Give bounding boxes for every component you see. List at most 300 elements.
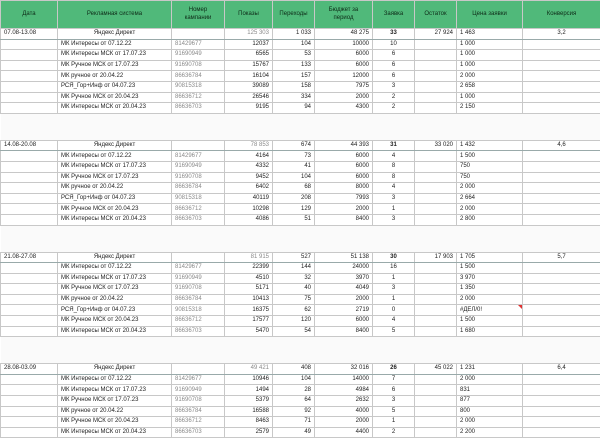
period-cell[interactable] [1, 204, 58, 215]
budget-cell[interactable]: 6000 [315, 316, 373, 327]
lead-price-cell[interactable]: 831 [457, 385, 523, 396]
header-campaign-id[interactable]: Номер кампании [172, 1, 225, 29]
clicks-cell[interactable]: 104 [273, 374, 315, 385]
leads-cell[interactable]: 1 [373, 204, 415, 215]
conversion-cell[interactable] [523, 305, 600, 316]
period-cell[interactable] [1, 193, 58, 204]
period-cell[interactable] [1, 183, 58, 194]
lead-price-cell[interactable]: 2 000 [457, 204, 523, 215]
clicks-cell[interactable]: 129 [273, 204, 315, 215]
budget-cell[interactable]: 6000 [315, 60, 373, 71]
remainder-cell[interactable] [415, 417, 457, 428]
conversion-cell[interactable] [523, 294, 600, 305]
campaign-name-cell[interactable]: МК ручное от 20.04.22 [58, 71, 172, 82]
leads-cell[interactable]: 5 [373, 326, 415, 337]
remainder-cell[interactable] [415, 60, 457, 71]
impressions-cell[interactable]: 12037 [225, 39, 273, 50]
budget-cell[interactable]: 2000 [315, 417, 373, 428]
period-cell[interactable] [1, 427, 58, 438]
header-system[interactable]: Рекламная система [58, 1, 172, 29]
campaign-id-cell[interactable]: 86636712 [172, 92, 225, 103]
conversion-cell[interactable] [523, 214, 600, 225]
period-cell[interactable] [1, 417, 58, 428]
campaign-id-cell[interactable]: 86636784 [172, 294, 225, 305]
leads-cell[interactable]: 4 [373, 183, 415, 194]
remainder-cell[interactable] [415, 374, 457, 385]
clicks-cell[interactable]: 71 [273, 417, 315, 428]
budget-cell[interactable]: 14000 [315, 374, 373, 385]
campaign-id-cell[interactable]: 91690708 [172, 284, 225, 295]
campaign-id-cell[interactable]: 81429677 [172, 374, 225, 385]
remainder-cell[interactable] [415, 396, 457, 407]
impressions-cell[interactable]: 8463 [225, 417, 273, 428]
lead-price-cell[interactable]: 877 [457, 396, 523, 407]
budget-cell[interactable]: 44 393 [315, 140, 373, 151]
clicks-cell[interactable]: 674 [273, 140, 315, 151]
leads-cell[interactable]: 33 [373, 29, 415, 40]
clicks-cell[interactable]: 62 [273, 305, 315, 316]
conversion-cell[interactable] [523, 92, 600, 103]
remainder-cell[interactable] [415, 427, 457, 438]
campaign-name-cell[interactable]: РСЯ_Гор+Инф от 04.07.23 [58, 193, 172, 204]
leads-cell[interactable]: 2 [373, 103, 415, 114]
leads-cell[interactable]: 6 [373, 50, 415, 61]
period-cell[interactable] [1, 406, 58, 417]
lead-price-cell[interactable]: 1 000 [457, 92, 523, 103]
campaign-name-cell[interactable]: МК Интересы МСК от 17.07.23 [58, 273, 172, 284]
period-cell[interactable] [1, 39, 58, 50]
system-cell[interactable]: Яндекс Директ [58, 252, 172, 263]
leads-cell[interactable]: 3 [373, 214, 415, 225]
impressions-cell[interactable]: 4332 [225, 161, 273, 172]
clicks-cell[interactable]: 53 [273, 50, 315, 61]
campaign-id-cell[interactable]: 86636784 [172, 406, 225, 417]
leads-cell[interactable]: 4 [373, 151, 415, 162]
remainder-cell[interactable] [415, 92, 457, 103]
campaign-name-cell[interactable]: МК Интересы МСК от 17.07.23 [58, 161, 172, 172]
campaign-id-cell[interactable]: 86636784 [172, 71, 225, 82]
campaign-name-cell[interactable]: МК Интересы МСК от 17.07.23 [58, 385, 172, 396]
budget-cell[interactable]: 7975 [315, 81, 373, 92]
campaign-name-cell[interactable]: МК Ручное МСК от 20.04.23 [58, 316, 172, 327]
lead-price-cell[interactable]: 1 432 [457, 140, 523, 151]
campaign-name-cell[interactable]: МК Ручное МСК от 20.04.23 [58, 92, 172, 103]
budget-cell[interactable]: 51 138 [315, 252, 373, 263]
lead-price-cell[interactable]: 1 000 [457, 60, 523, 71]
header-date[interactable]: Дата [1, 1, 58, 29]
period-cell[interactable] [1, 151, 58, 162]
campaign-id-cell[interactable]: 91690949 [172, 161, 225, 172]
budget-cell[interactable]: 6000 [315, 172, 373, 183]
lead-price-cell[interactable]: 1 500 [457, 151, 523, 162]
period-cell[interactable] [1, 294, 58, 305]
campaign-name-cell[interactable]: МК Интересы МСК от 17.07.23 [58, 50, 172, 61]
leads-cell[interactable]: 4 [373, 316, 415, 327]
remainder-cell[interactable] [415, 294, 457, 305]
campaign-name-cell[interactable]: МК Интересы от 07.12.22 [58, 151, 172, 162]
header-lead-price[interactable]: Цена заявки [457, 1, 523, 29]
budget-cell[interactable]: 4400 [315, 427, 373, 438]
clicks-cell[interactable]: 104 [273, 39, 315, 50]
lead-price-cell[interactable]: 1 350 [457, 284, 523, 295]
impressions-cell[interactable]: 2579 [225, 427, 273, 438]
header-leads[interactable]: Заявка [373, 1, 415, 29]
budget-cell[interactable]: 8400 [315, 214, 373, 225]
campaign-id-cell[interactable] [172, 364, 225, 375]
header-clicks[interactable]: Переходы [273, 1, 315, 29]
remainder-cell[interactable]: 33 020 [415, 140, 457, 151]
impressions-cell[interactable]: 6565 [225, 50, 273, 61]
lead-price-cell[interactable]: 800 [457, 406, 523, 417]
budget-cell[interactable]: 4300 [315, 103, 373, 114]
campaign-id-cell[interactable]: 91690708 [172, 172, 225, 183]
period-cell[interactable]: 14.08-20.08 [1, 140, 58, 151]
lead-price-cell[interactable]: 1 231 [457, 364, 523, 375]
remainder-cell[interactable] [415, 103, 457, 114]
remainder-cell[interactable] [415, 183, 457, 194]
period-cell[interactable] [1, 103, 58, 114]
impressions-cell[interactable]: 9452 [225, 172, 273, 183]
header-conversion[interactable]: Конверсия [523, 1, 600, 29]
header-impressions[interactable]: Показы [225, 1, 273, 29]
lead-price-cell[interactable]: 2 658 [457, 81, 523, 92]
conversion-cell[interactable] [523, 417, 600, 428]
campaign-name-cell[interactable]: РСЯ_Гор+Инф от 04.07.23 [58, 81, 172, 92]
remainder-cell[interactable] [415, 71, 457, 82]
budget-cell[interactable]: 6000 [315, 50, 373, 61]
clicks-cell[interactable]: 94 [273, 103, 315, 114]
leads-cell[interactable]: 8 [373, 172, 415, 183]
campaign-name-cell[interactable]: МК Интересы от 07.12.22 [58, 374, 172, 385]
campaign-id-cell[interactable]: 86636712 [172, 316, 225, 327]
campaign-id-cell[interactable] [172, 252, 225, 263]
system-cell[interactable]: Яндекс Директ [58, 364, 172, 375]
lead-price-cell[interactable]: #ДЕЛ/0! [457, 305, 523, 316]
impressions-cell[interactable]: 125 303 [225, 29, 273, 40]
conversion-cell[interactable] [523, 406, 600, 417]
clicks-cell[interactable]: 208 [273, 193, 315, 204]
leads-cell[interactable]: 31 [373, 140, 415, 151]
lead-price-cell[interactable]: 2 150 [457, 103, 523, 114]
lead-price-cell[interactable]: 1 705 [457, 252, 523, 263]
remainder-cell[interactable] [415, 193, 457, 204]
leads-cell[interactable]: 1 [373, 273, 415, 284]
campaign-id-cell[interactable]: 90815318 [172, 193, 225, 204]
remainder-cell[interactable] [415, 385, 457, 396]
remainder-cell[interactable] [415, 161, 457, 172]
lead-price-cell[interactable]: 1 000 [457, 50, 523, 61]
budget-cell[interactable]: 2000 [315, 294, 373, 305]
impressions-cell[interactable]: 22399 [225, 263, 273, 274]
campaign-name-cell[interactable]: МК Интересы МСК от 20.04.23 [58, 103, 172, 114]
period-cell[interactable] [1, 273, 58, 284]
conversion-cell[interactable] [523, 50, 600, 61]
conversion-cell[interactable] [523, 81, 600, 92]
conversion-cell[interactable] [523, 396, 600, 407]
clicks-cell[interactable]: 68 [273, 183, 315, 194]
lead-price-cell[interactable]: 1 500 [457, 263, 523, 274]
lead-price-cell[interactable]: 1 500 [457, 316, 523, 327]
lead-price-cell[interactable]: 2 000 [457, 294, 523, 305]
period-cell[interactable] [1, 60, 58, 71]
leads-cell[interactable]: 6 [373, 71, 415, 82]
budget-cell[interactable]: 8000 [315, 183, 373, 194]
conversion-cell[interactable] [523, 273, 600, 284]
remainder-cell[interactable]: 17 903 [415, 252, 457, 263]
leads-cell[interactable]: 3 [373, 284, 415, 295]
campaign-id-cell[interactable]: 81429677 [172, 151, 225, 162]
period-cell[interactable] [1, 71, 58, 82]
campaign-name-cell[interactable]: МК Интересы МСК от 20.04.23 [58, 326, 172, 337]
remainder-cell[interactable] [415, 81, 457, 92]
campaign-name-cell[interactable]: МК Ручное МСК от 17.07.23 [58, 396, 172, 407]
clicks-cell[interactable]: 144 [273, 263, 315, 274]
conversion-cell[interactable] [523, 263, 600, 274]
remainder-cell[interactable] [415, 214, 457, 225]
campaign-name-cell[interactable]: МК ручное от 20.04.22 [58, 406, 172, 417]
lead-price-cell[interactable]: 1 680 [457, 326, 523, 337]
impressions-cell[interactable]: 26546 [225, 92, 273, 103]
budget-cell[interactable]: 24000 [315, 263, 373, 274]
campaign-id-cell[interactable]: 81429677 [172, 263, 225, 274]
impressions-cell[interactable]: 10946 [225, 374, 273, 385]
clicks-cell[interactable]: 120 [273, 316, 315, 327]
impressions-cell[interactable]: 40119 [225, 193, 273, 204]
conversion-cell[interactable] [523, 374, 600, 385]
period-cell[interactable] [1, 263, 58, 274]
period-cell[interactable] [1, 374, 58, 385]
campaign-id-cell[interactable]: 81429677 [172, 39, 225, 50]
lead-price-cell[interactable]: 2 200 [457, 427, 523, 438]
lead-price-cell[interactable]: 750 [457, 161, 523, 172]
impressions-cell[interactable]: 16375 [225, 305, 273, 316]
remainder-cell[interactable] [415, 39, 457, 50]
campaign-id-cell[interactable]: 86636703 [172, 326, 225, 337]
lead-price-cell[interactable]: 3 970 [457, 273, 523, 284]
campaign-name-cell[interactable]: МК Ручное МСК от 20.04.23 [58, 417, 172, 428]
campaign-name-cell[interactable]: МК Ручное МСК от 17.07.23 [58, 172, 172, 183]
campaign-id-cell[interactable] [172, 29, 225, 40]
leads-cell[interactable]: 16 [373, 263, 415, 274]
leads-cell[interactable]: 1 [373, 417, 415, 428]
clicks-cell[interactable]: 75 [273, 294, 315, 305]
lead-price-cell[interactable]: 1 463 [457, 29, 523, 40]
leads-cell[interactable]: 0 [373, 305, 415, 316]
leads-cell[interactable]: 6 [373, 60, 415, 71]
clicks-cell[interactable]: 104 [273, 172, 315, 183]
clicks-cell[interactable]: 49 [273, 427, 315, 438]
campaign-id-cell[interactable]: 86636703 [172, 214, 225, 225]
conversion-cell[interactable]: 4,6 [523, 140, 600, 151]
remainder-cell[interactable] [415, 305, 457, 316]
remainder-cell[interactable] [415, 273, 457, 284]
conversion-cell[interactable] [523, 71, 600, 82]
impressions-cell[interactable]: 1494 [225, 385, 273, 396]
clicks-cell[interactable]: 334 [273, 92, 315, 103]
campaign-id-cell[interactable]: 86636703 [172, 103, 225, 114]
lead-price-cell[interactable]: 2 664 [457, 193, 523, 204]
impressions-cell[interactable]: 81 915 [225, 252, 273, 263]
conversion-cell[interactable] [523, 60, 600, 71]
budget-cell[interactable]: 4049 [315, 284, 373, 295]
budget-cell[interactable]: 4984 [315, 385, 373, 396]
clicks-cell[interactable]: 64 [273, 396, 315, 407]
clicks-cell[interactable]: 51 [273, 214, 315, 225]
budget-cell[interactable]: 2000 [315, 92, 373, 103]
leads-cell[interactable]: 3 [373, 81, 415, 92]
remainder-cell[interactable] [415, 204, 457, 215]
lead-price-cell[interactable]: 2 000 [457, 71, 523, 82]
conversion-cell[interactable] [523, 151, 600, 162]
period-cell[interactable] [1, 81, 58, 92]
campaign-id-cell[interactable]: 91690708 [172, 396, 225, 407]
lead-price-cell[interactable]: 1 000 [457, 39, 523, 50]
remainder-cell[interactable] [415, 284, 457, 295]
campaign-name-cell[interactable]: МК Интересы МСК от 20.04.23 [58, 427, 172, 438]
campaign-name-cell[interactable]: МК Интересы от 07.12.22 [58, 39, 172, 50]
conversion-cell[interactable] [523, 172, 600, 183]
campaign-name-cell[interactable]: МК ручное от 20.04.22 [58, 183, 172, 194]
period-cell[interactable] [1, 161, 58, 172]
campaign-name-cell[interactable]: МК Интересы от 07.12.22 [58, 263, 172, 274]
campaign-id-cell[interactable]: 90815318 [172, 81, 225, 92]
clicks-cell[interactable]: 28 [273, 385, 315, 396]
conversion-cell[interactable]: 5,7 [523, 252, 600, 263]
remainder-cell[interactable]: 45 022 [415, 364, 457, 375]
campaign-id-cell[interactable] [172, 140, 225, 151]
clicks-cell[interactable]: 133 [273, 60, 315, 71]
budget-cell[interactable]: 6000 [315, 151, 373, 162]
conversion-cell[interactable] [523, 316, 600, 327]
campaign-id-cell[interactable]: 91690708 [172, 60, 225, 71]
system-cell[interactable]: Яндекс Директ [58, 29, 172, 40]
header-remainder[interactable]: Остаток [415, 1, 457, 29]
impressions-cell[interactable]: 6402 [225, 183, 273, 194]
clicks-cell[interactable]: 41 [273, 161, 315, 172]
campaign-id-cell[interactable]: 90815318 [172, 305, 225, 316]
impressions-cell[interactable]: 4164 [225, 151, 273, 162]
impressions-cell[interactable]: 49 421 [225, 364, 273, 375]
conversion-cell[interactable] [523, 161, 600, 172]
remainder-cell[interactable] [415, 406, 457, 417]
period-cell[interactable]: 07.08-13.08 [1, 29, 58, 40]
conversion-cell[interactable] [523, 284, 600, 295]
header-budget[interactable]: Бюджет за период [315, 1, 373, 29]
impressions-cell[interactable]: 4510 [225, 273, 273, 284]
campaign-id-cell[interactable]: 86636784 [172, 183, 225, 194]
campaign-id-cell[interactable]: 91690949 [172, 50, 225, 61]
conversion-cell[interactable]: 6,4 [523, 364, 600, 375]
conversion-cell[interactable] [523, 103, 600, 114]
period-cell[interactable] [1, 50, 58, 61]
campaign-id-cell[interactable]: 86636712 [172, 417, 225, 428]
clicks-cell[interactable]: 73 [273, 151, 315, 162]
remainder-cell[interactable] [415, 326, 457, 337]
conversion-cell[interactable] [523, 193, 600, 204]
lead-price-cell[interactable]: 2 800 [457, 214, 523, 225]
conversion-cell[interactable] [523, 385, 600, 396]
impressions-cell[interactable]: 17577 [225, 316, 273, 327]
campaign-id-cell[interactable]: 86636712 [172, 204, 225, 215]
budget-cell[interactable]: 6000 [315, 161, 373, 172]
period-cell[interactable] [1, 326, 58, 337]
campaign-name-cell[interactable]: МК Ручное МСК от 20.04.23 [58, 204, 172, 215]
impressions-cell[interactable]: 78 853 [225, 140, 273, 151]
lead-price-cell[interactable]: 2 000 [457, 374, 523, 385]
campaign-name-cell[interactable]: МК Интересы МСК от 20.04.23 [58, 214, 172, 225]
leads-cell[interactable]: 2 [373, 92, 415, 103]
impressions-cell[interactable]: 4086 [225, 214, 273, 225]
period-cell[interactable] [1, 284, 58, 295]
budget-cell[interactable]: 48 275 [315, 29, 373, 40]
period-cell[interactable]: 28.08-03.09 [1, 364, 58, 375]
conversion-cell[interactable] [523, 427, 600, 438]
budget-cell[interactable]: 2632 [315, 396, 373, 407]
budget-cell[interactable]: 4000 [315, 406, 373, 417]
lead-price-cell[interactable]: 2 000 [457, 183, 523, 194]
conversion-cell[interactable] [523, 204, 600, 215]
conversion-cell[interactable] [523, 183, 600, 194]
budget-cell[interactable]: 32 016 [315, 364, 373, 375]
conversion-cell[interactable]: 3,2 [523, 29, 600, 40]
leads-cell[interactable]: 8 [373, 161, 415, 172]
remainder-cell[interactable] [415, 263, 457, 274]
period-cell[interactable] [1, 172, 58, 183]
conversion-cell[interactable] [523, 326, 600, 337]
clicks-cell[interactable]: 408 [273, 364, 315, 375]
campaign-name-cell[interactable]: МК ручное от 20.04.22 [58, 294, 172, 305]
budget-cell[interactable]: 3970 [315, 273, 373, 284]
impressions-cell[interactable]: 10298 [225, 204, 273, 215]
period-cell[interactable] [1, 214, 58, 225]
period-cell[interactable] [1, 316, 58, 327]
clicks-cell[interactable]: 157 [273, 71, 315, 82]
impressions-cell[interactable]: 10413 [225, 294, 273, 305]
campaign-name-cell[interactable]: МК Ручное МСК от 17.07.23 [58, 60, 172, 71]
clicks-cell[interactable]: 40 [273, 284, 315, 295]
budget-cell[interactable]: 2000 [315, 204, 373, 215]
remainder-cell[interactable] [415, 172, 457, 183]
leads-cell[interactable]: 5 [373, 406, 415, 417]
leads-cell[interactable]: 3 [373, 193, 415, 204]
leads-cell[interactable]: 26 [373, 364, 415, 375]
clicks-cell[interactable]: 1 033 [273, 29, 315, 40]
period-cell[interactable] [1, 385, 58, 396]
period-cell[interactable]: 21.08-27.08 [1, 252, 58, 263]
budget-cell[interactable]: 12000 [315, 71, 373, 82]
campaign-name-cell[interactable]: МК Ручное МСК от 17.07.23 [58, 284, 172, 295]
campaign-id-cell[interactable]: 86636703 [172, 427, 225, 438]
budget-cell[interactable]: 2719 [315, 305, 373, 316]
leads-cell[interactable]: 2 [373, 427, 415, 438]
remainder-cell[interactable] [415, 50, 457, 61]
leads-cell[interactable]: 6 [373, 385, 415, 396]
lead-price-cell[interactable]: 2 000 [457, 417, 523, 428]
system-cell[interactable]: Яндекс Директ [58, 140, 172, 151]
impressions-cell[interactable]: 16588 [225, 406, 273, 417]
lead-price-cell[interactable]: 750 [457, 172, 523, 183]
period-cell[interactable] [1, 92, 58, 103]
clicks-cell[interactable]: 32 [273, 273, 315, 284]
impressions-cell[interactable]: 16104 [225, 71, 273, 82]
campaign-name-cell[interactable]: РСЯ_Гор+Инф от 04.07.23 [58, 305, 172, 316]
impressions-cell[interactable]: 5470 [225, 326, 273, 337]
remainder-cell[interactable]: 27 924 [415, 29, 457, 40]
period-cell[interactable] [1, 305, 58, 316]
campaign-id-cell[interactable]: 91690949 [172, 273, 225, 284]
clicks-cell[interactable]: 54 [273, 326, 315, 337]
leads-cell[interactable]: 3 [373, 396, 415, 407]
